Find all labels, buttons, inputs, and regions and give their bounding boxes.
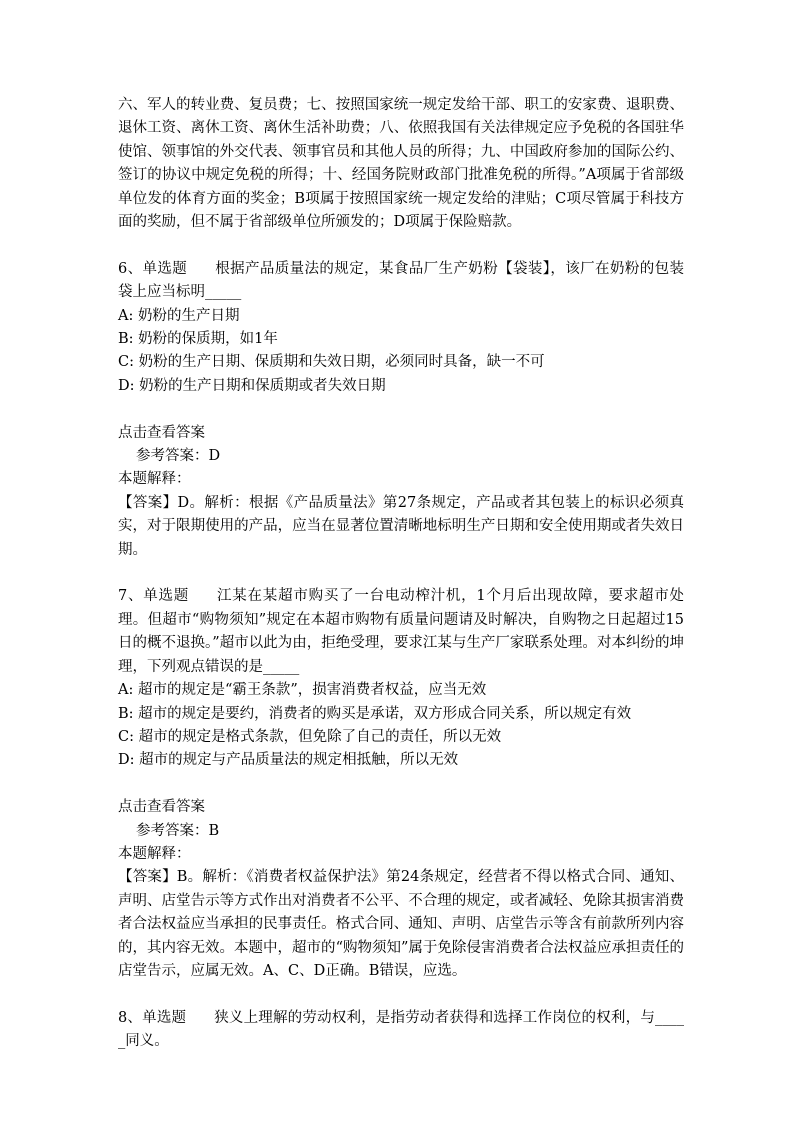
reference-answer: 参考答案：B [136, 822, 220, 839]
option-d: D: 超市的规定与产品质量法的规定相抵触，所以无效 [118, 752, 459, 769]
show-answer-link[interactable]: 点击查看答案 [118, 424, 205, 441]
option-b: B: 超市的规定是要约，消费者的购买是承诺，双方形成合同关系，所以规定有效 [118, 705, 632, 722]
document-page [118, 94, 684, 1077]
question-type: 单选题 [143, 588, 190, 605]
question-text: 根据产品质量法的规定，某食品厂生产奶粉【袋装】，该厂在奶粉的包装袋上应当标明_____ [118, 260, 685, 301]
intro-block [118, 94, 684, 234]
show-answer-link[interactable]: 点击查看答案 [118, 799, 205, 816]
explanation-text: 【答案】B。解析：《消费者权益保护法》第24条规定，经营者不得以格式合同、通知、声明、店堂告示等方式作出对消费者不公平、不合理的规定，或者减轻、免除其损害消费者合法权益应当承担的民事责任。格式合同、通知、声明、店堂告示等含有前款所列内容的，其内容无效。本题中，超市的“购物须知”属于免除侵害消费者合法权益应承担责任的店堂告示，应属无效。A、C、D正确。B错误，应选。 [118, 869, 684, 979]
answer-block-7 [118, 796, 684, 983]
question-stem [118, 258, 684, 305]
option-a: A: 超市的规定是“霸王条款”，损害消费者权益，应当无效 [118, 682, 487, 699]
option-c: C: 奶粉的生产日期、保质期和失效日期，必须同时具备，缺一不可 [118, 354, 545, 371]
question-type: 单选题 [142, 1009, 187, 1026]
explanation-label: 本题解释： [118, 845, 191, 862]
question-type: 单选题 [142, 260, 188, 277]
question-7 [118, 585, 684, 772]
intro-paragraph: 六、军人的转业费、复员费；七、按照国家统一规定发给干部、职工的安家费、退职费、退休工资、离休工资、离休生活补助费；八、依照我国有关法律规定应予免税的各国驻华使馆、领事馆的外交代表、领事官员和其他人员的所得；九、中国政府参加的国际公约、签订的协议中规定免税的所得；十、经国务院财政部门批准免税的所得。”A项属于省部级单位发的体育方面的奖金；B项属于按照国家统一规定发给的津贴；C项尽管属于科技方面的奖励，但不属于省部级单位所颁发的；D项属于保险赔款。 [118, 97, 684, 231]
question-6 [118, 258, 684, 398]
explanation-label: 本题解释： [118, 471, 191, 488]
option-d: D: 奶粉的生产日期和保质期或者失效日期 [118, 377, 386, 394]
question-number: 8、 [118, 1009, 143, 1026]
option-b: B: 奶粉的保质期，如1年 [118, 331, 278, 348]
question-stem [118, 1007, 684, 1054]
question-8 [118, 1007, 684, 1054]
explanation-text: 【答案】D。解析：根据《产品质量法》第27条规定，产品或者其包装上的标识必须真实，对于限期使用的产品，应当在显著位置清晰地标明生产日期和安全使用期或者失效日期。 [118, 494, 684, 558]
question-text: 狭义上理解的劳动权利，是指劳动者获得和选择工作岗位的权利，与_____同义。 [118, 1009, 685, 1050]
question-number: 7、 [118, 588, 144, 605]
reference-answer: 参考答案：D [136, 448, 221, 465]
option-c: C: 超市的规定是格式条款，但免除了自己的责任，所以无效 [118, 728, 502, 745]
option-a: A: 奶粉的生产日期 [118, 307, 240, 324]
question-text: 江某在某超市购买了一台电动榨汁机，1个月后出现故障，要求超市处理。但超市“购物须知”规定在本超市购物有质量问题请及时解决，自购物之日起超过15日的概不退换。”超市以此为由，拒绝受理，要求江某与生产厂家联系处理。对本纠纷的坤理，下列观点错误的是_____ [118, 588, 684, 675]
question-number: 6、 [118, 260, 143, 277]
question-stem [118, 585, 684, 679]
answer-block-6 [118, 422, 684, 562]
